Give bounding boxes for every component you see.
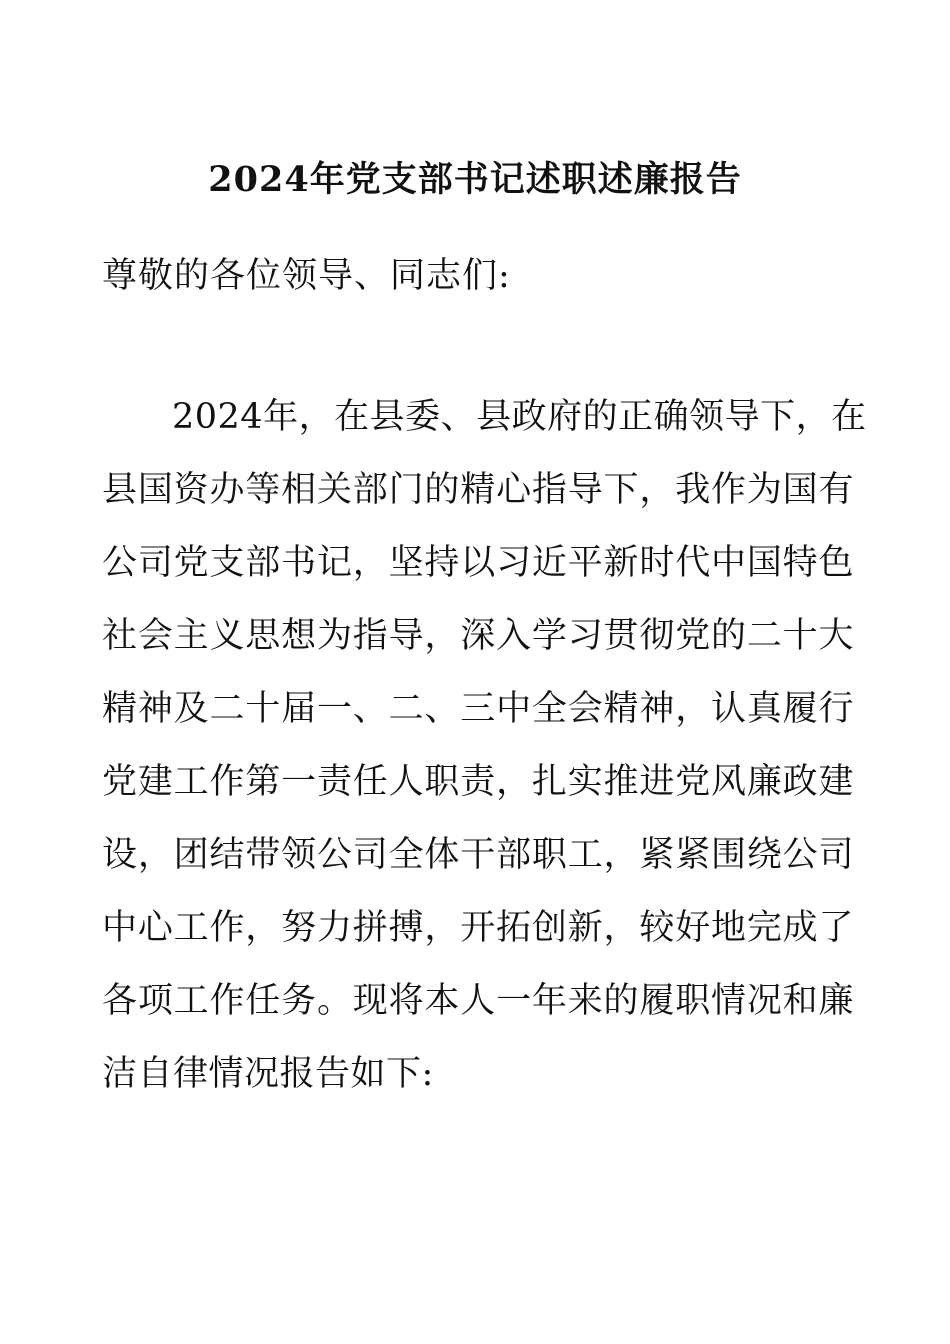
paragraph-line: 党建工作第一责任人职责，扎实推进党风廉政建: [102, 762, 854, 802]
paragraph-line: 洁自律情况报告如下:: [102, 1054, 434, 1094]
paragraph-line: 各项工作任务。现将本人一年来的履职情况和廉: [102, 981, 854, 1021]
paragraph-line: 社会主义思想为指导，深入学习贯彻党的二十大: [102, 616, 854, 656]
body-paragraph: [102, 381, 867, 1111]
paragraph-line: 中心工作，努力拼搏，开拓创新，较好地完成了: [102, 908, 854, 948]
paragraph-line: 公司党支部书记，坚持以习近平新时代中国特色: [102, 543, 854, 583]
paragraph-line: 县国资办等相关部门的精心指导下，我作为国有: [102, 470, 854, 510]
document-title: 2024年党支部书记述职述廉报告: [208, 159, 742, 200]
salutation: 尊敬的各位领导、同志们:: [102, 256, 511, 296]
paragraph-line: 2024年，在县委、县政府的正确领导下，在: [172, 397, 867, 437]
paragraph-line: 精神及二十届一、二、三中全会精神，认真履行: [102, 689, 854, 729]
paragraph-line: 设，团结带领公司全体干部职工，紧紧围绕公司: [102, 835, 854, 875]
